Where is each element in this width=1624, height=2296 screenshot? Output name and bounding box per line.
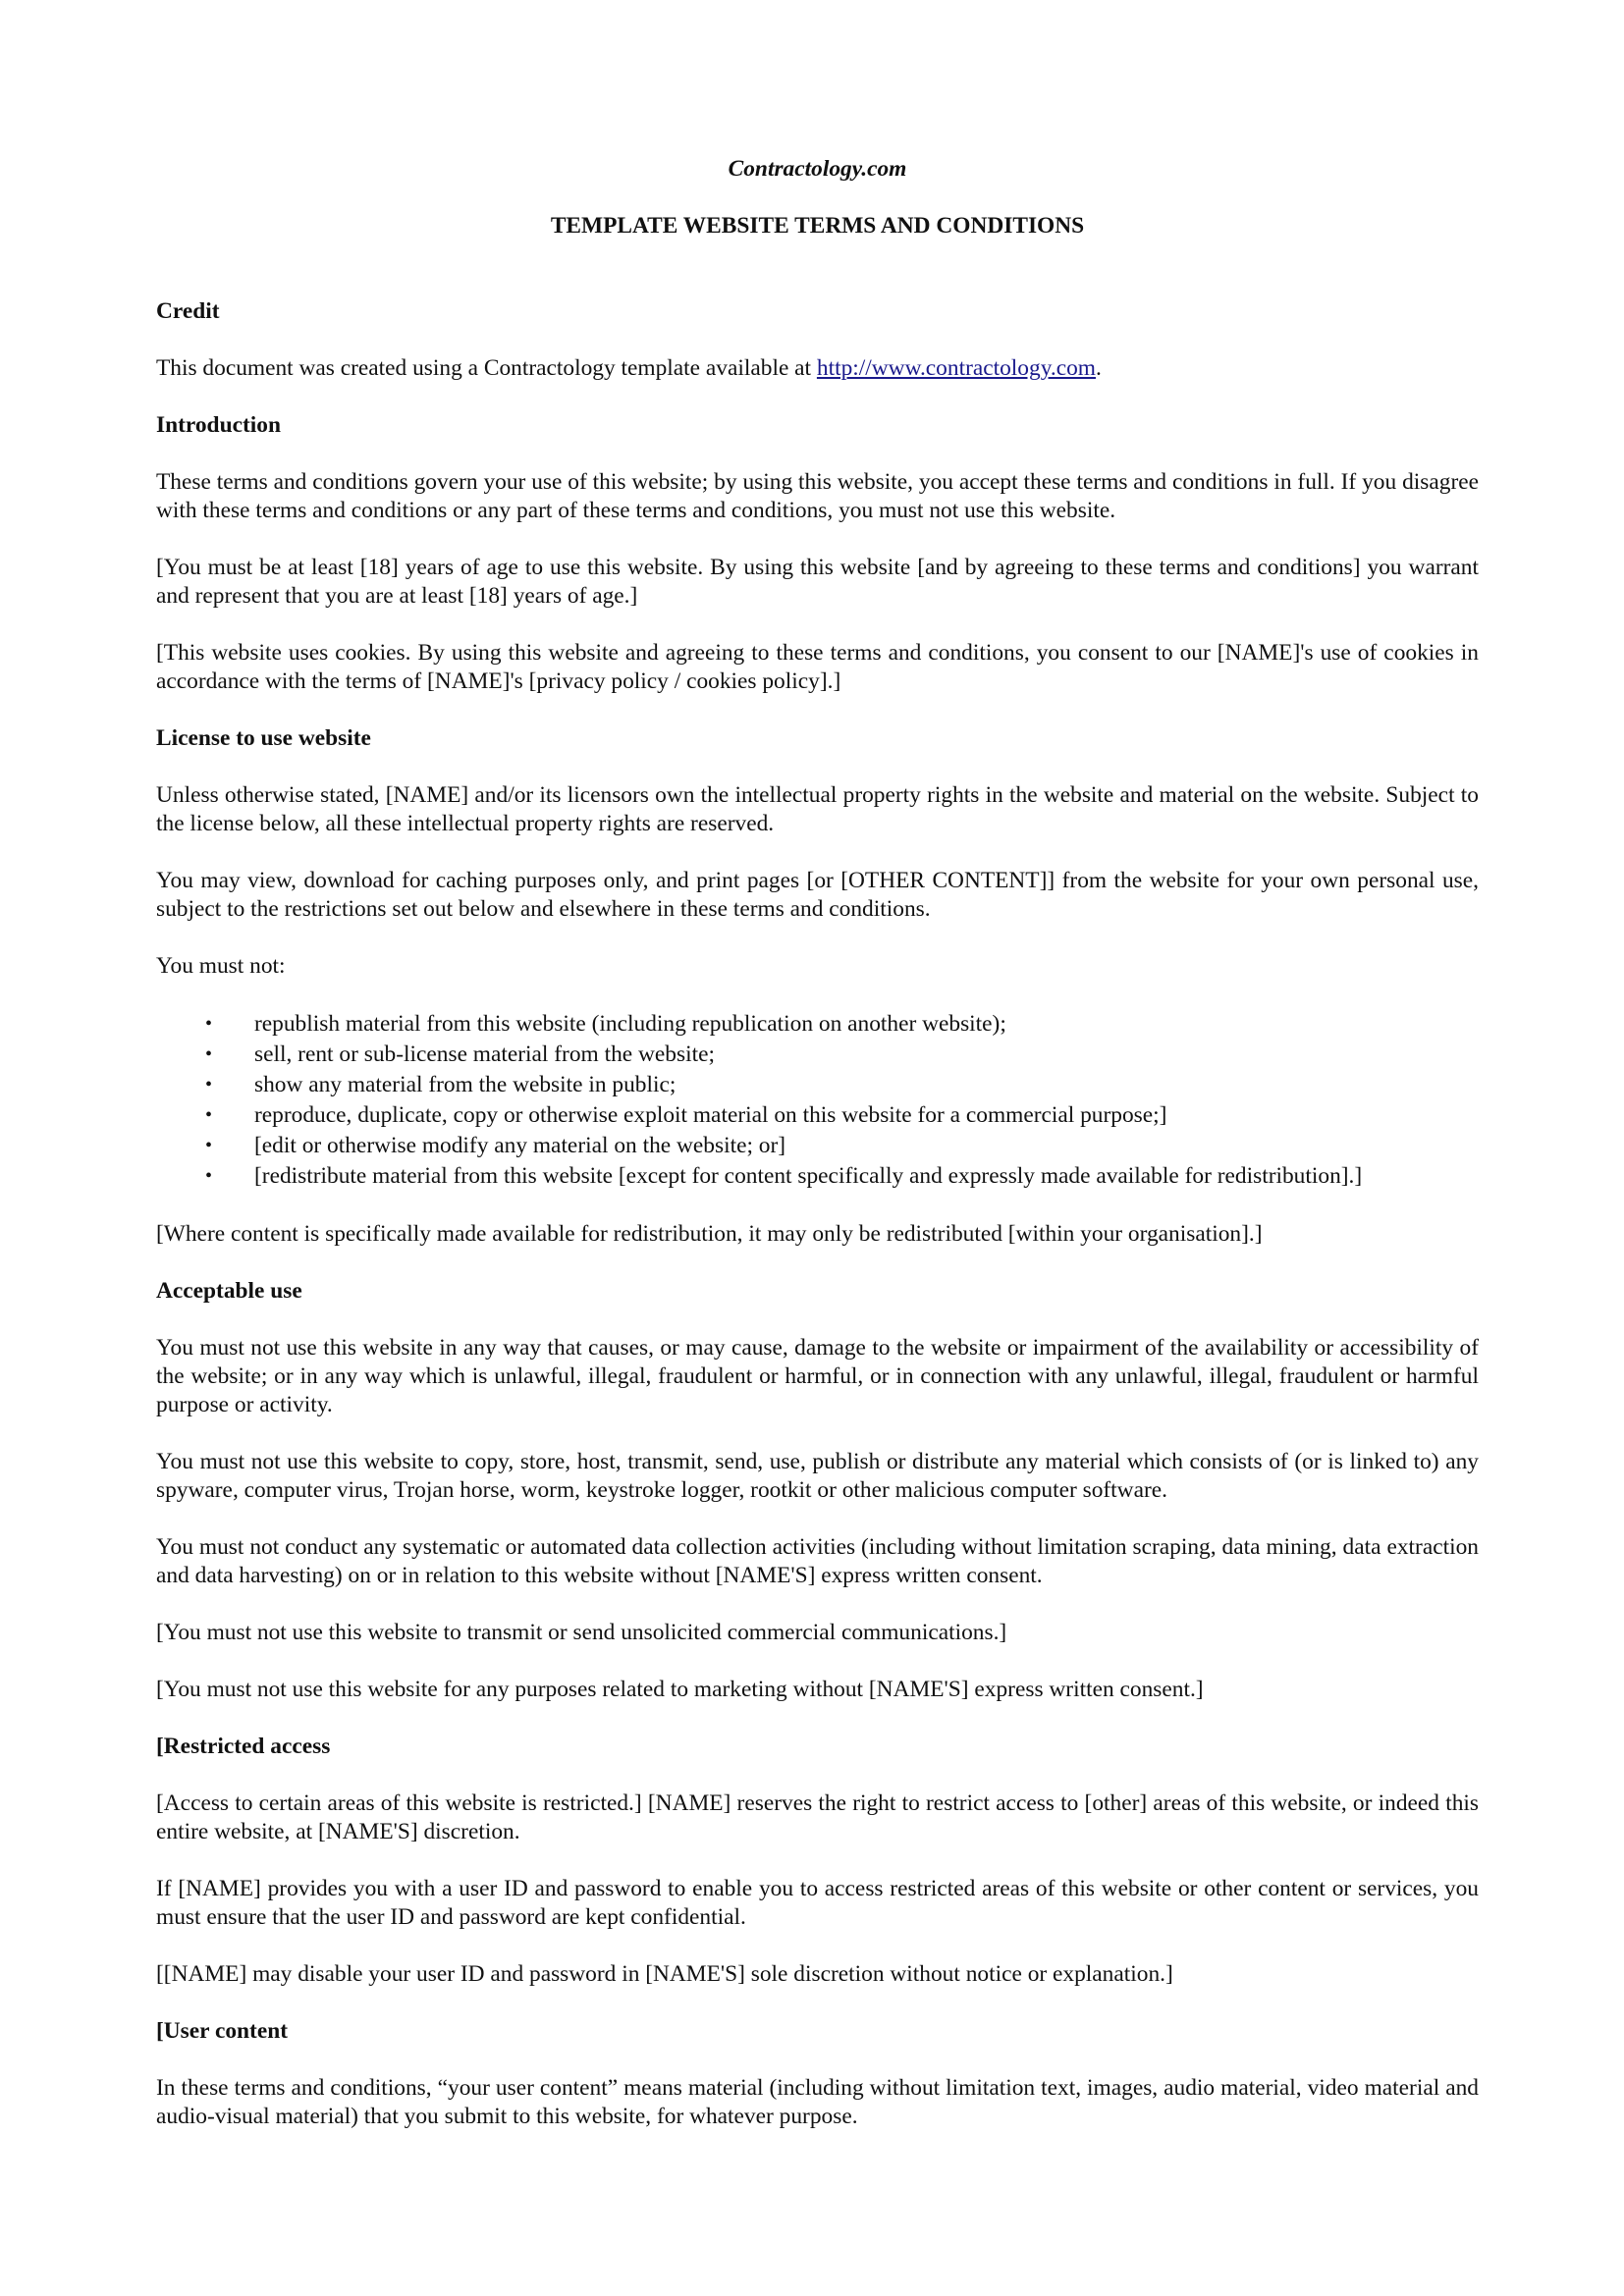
list-item bbox=[156, 1100, 1479, 1131]
document-title: TEMPLATE WEBSITE TERMS AND CONDITIONS bbox=[550, 213, 1085, 239]
bullet-icon: • bbox=[205, 1013, 213, 1035]
list-item-text: [edit or otherwise modify any material on the website; or] bbox=[254, 1133, 786, 1158]
list-item-text: show any material from the website in public; bbox=[254, 1072, 677, 1097]
license-heading: License to use website bbox=[156, 725, 371, 751]
introduction-paragraph-1: These terms and conditions govern your use of this website; by using this website, you accept these terms and conditions in full. If you disagree with these terms and conditions or any part of these terms and conditions, you must not use this website. bbox=[156, 469, 1479, 523]
list-item-text: sell, rent or sub-license material from the website; bbox=[254, 1041, 715, 1067]
acceptable-use-paragraph-1: You must not use this website in any way that causes, or may cause, damage to the website or impairment of the availability or accessibility of the website; or in any way which is unlawful, illegal, fraudulent or harmful, or in connection with any unlawful, illegal, fraudulent or harmful purpose or activity. bbox=[156, 1335, 1479, 1417]
acceptable-use-paragraph-2: You must not use this website to copy, store, host, transmit, send, use, publish or distribute any material which consists of (or is linked to) any spyware, computer virus, Trojan horse, worm, keystroke logger, rootkit or other malicious computer software. bbox=[156, 1449, 1479, 1503]
credit-text: This document was created using a Contractology template available at bbox=[156, 355, 817, 381]
user-content-paragraph-1: In these terms and conditions, “your user content” means material (including without limitation text, images, audio material, video material and audio-visual material) that you submit to this website, for whatever purpose. bbox=[156, 2075, 1479, 2129]
introduction-paragraph-2: [You must be at least [18] years of age to use this website. By using this website [and by agreeing to these terms and conditions] you warrant and represent that you are at least [18] years of age.] bbox=[156, 555, 1479, 609]
list-item bbox=[156, 1131, 1479, 1161]
list-item bbox=[156, 1040, 1479, 1070]
list-item bbox=[156, 1070, 1479, 1100]
credit-heading: Credit bbox=[156, 298, 220, 324]
must-not-intro: You must not: bbox=[156, 953, 286, 979]
acceptable-use-paragraph-3: You must not conduct any systematic or automated data collection activities (including without limitation scraping, data mining, data extraction and data harvesting) on or in relation to this website without [NAME'S] express written consent. bbox=[156, 1534, 1479, 1588]
credit-text-end: . bbox=[1096, 355, 1102, 381]
acceptable-use-heading: Acceptable use bbox=[156, 1278, 302, 1304]
acceptable-use-paragraph-4: [You must not use this website to transmit or send unsolicited commercial communications.] bbox=[156, 1620, 1007, 1645]
bullet-icon: • bbox=[205, 1135, 213, 1156]
list-item bbox=[156, 1161, 1479, 1192]
restricted-access-heading: [Restricted access bbox=[156, 1734, 331, 1759]
acceptable-use-paragraph-5: [You must not use this website for any purposes related to marketing without [NAME'S] express written consent.] bbox=[156, 1677, 1204, 1702]
license-paragraph-3: [Where content is specifically made available for redistribution, it may only be redistributed [within your organisation].] bbox=[156, 1221, 1263, 1247]
list-item-text: reproduce, duplicate, copy or otherwise exploit material on this website for a commercial purpose;] bbox=[254, 1102, 1167, 1128]
site-name: Contractology.com bbox=[728, 156, 907, 182]
license-paragraph-2: You may view, download for caching purposes only, and print pages [or [OTHER CONTENT]] from the website for your own personal use, subject to the restrictions set out below and elsewhere in these terms and conditions. bbox=[156, 868, 1479, 922]
restricted-access-paragraph-2: If [NAME] provides you with a user ID and password to enable you to access restricted areas of this website or other content or services, you must ensure that the user ID and password are kept confidential. bbox=[156, 1876, 1479, 1930]
credit-paragraph bbox=[156, 354, 1479, 383]
bullet-icon: • bbox=[205, 1074, 213, 1095]
document-body bbox=[156, 297, 1479, 2160]
license-paragraph-1: Unless otherwise stated, [NAME] and/or its licensors own the intellectual property rights in the website and material on the website. Subject to the license below, all these intellectual property rights are reserved. bbox=[156, 782, 1479, 836]
list-item bbox=[156, 1009, 1479, 1040]
list-item-text: republish material from this website (including republication on another website); bbox=[254, 1011, 1006, 1037]
restricted-access-paragraph-3: [[NAME] may disable your user ID and password in [NAME'S] sole discretion without notice or explanation.] bbox=[156, 1961, 1173, 1987]
introduction-heading: Introduction bbox=[156, 412, 281, 438]
bullet-icon: • bbox=[205, 1165, 213, 1187]
bullet-icon: • bbox=[205, 1104, 213, 1126]
contractology-link[interactable]: http://www.contractology.com bbox=[816, 355, 1096, 381]
bullet-icon: • bbox=[205, 1043, 213, 1065]
restrictions-list bbox=[156, 1009, 1479, 1192]
list-item-text: [redistribute material from this website [except for content specifically and expressly made available for redistribution].] bbox=[254, 1163, 1363, 1189]
introduction-paragraph-3: [This website uses cookies. By using this website and agreeing to these terms and conditions, you consent to our [NAME]'s use of cookies in accordance with the terms of [NAME]'s [privacy policy / cookies policy].] bbox=[156, 640, 1479, 694]
restricted-access-paragraph-1: [Access to certain areas of this website is restricted.] [NAME] reserves the right to restrict access to [other] areas of this website, or indeed this entire website, at [NAME'S] discretion. bbox=[156, 1790, 1479, 1844]
user-content-heading: [User content bbox=[156, 2018, 289, 2044]
